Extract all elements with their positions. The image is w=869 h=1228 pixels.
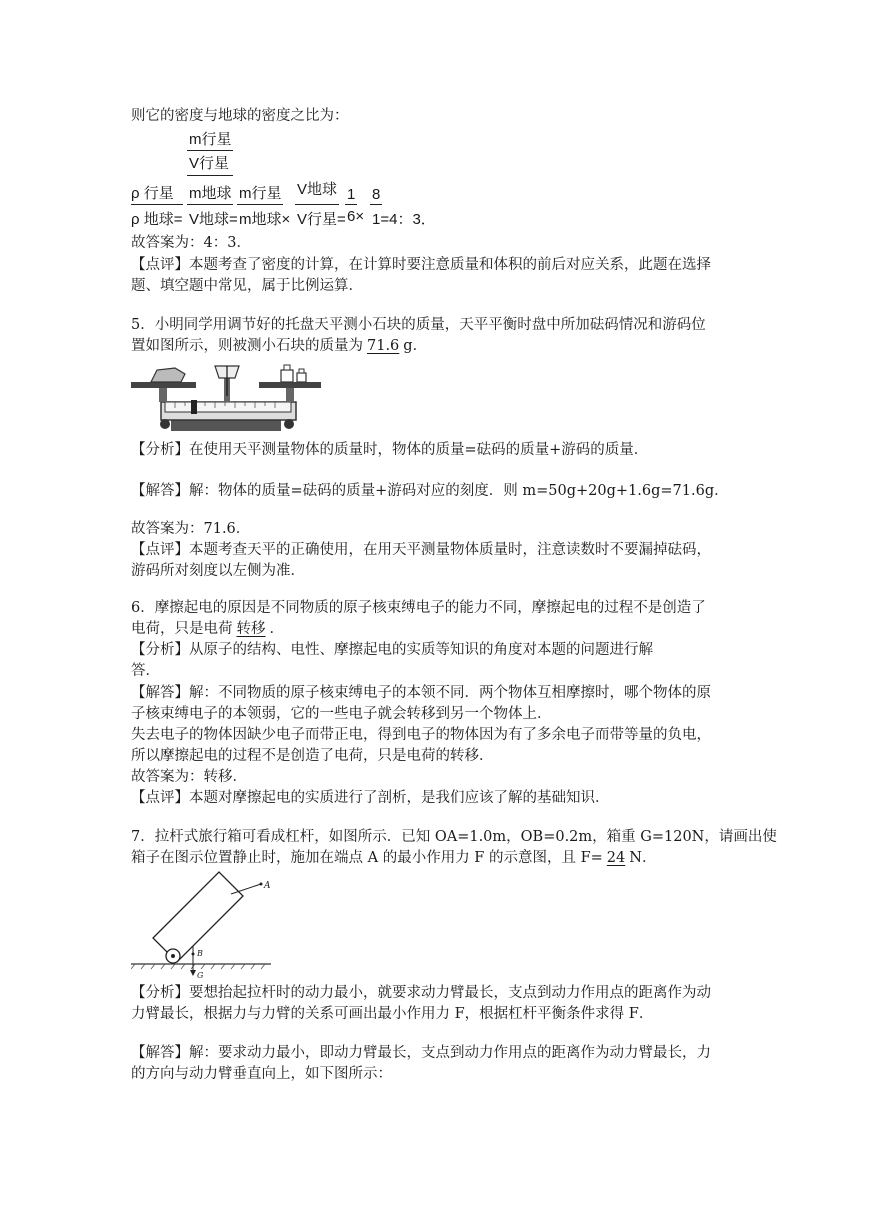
fig-label-b: B bbox=[197, 949, 203, 958]
q5-answer-blank: 71.6 bbox=[367, 338, 400, 354]
q5-comment-line2: 游码所对刻度以左侧为准． bbox=[131, 563, 305, 579]
formula-top-numerator: m行星 bbox=[189, 131, 232, 148]
q7-solution-line2: 的方向与动力臂垂直向上，如下图所示： bbox=[131, 1066, 392, 1082]
formula-f2-denominator: 1=4：3． bbox=[372, 211, 436, 228]
q6-solution-line1: 【解答】解：不同物质的原子核束缚电子的本领不同．两个物体互相摩擦时，哪个物体的原 bbox=[131, 685, 711, 701]
balance-scale-figure bbox=[131, 362, 321, 434]
q6-stem-text: 电荷，只是电荷 bbox=[131, 621, 233, 637]
q5-analysis: 【分析】在使用天平测量物体的质量时，物体的质量=砝码的质量+游码的质量． bbox=[131, 442, 649, 458]
q6-analysis-line2: 答． bbox=[131, 663, 160, 679]
formula-m-denominator: m地球× bbox=[239, 211, 291, 228]
q6-stem-end: ． bbox=[269, 621, 284, 637]
q7-analysis-line1: 【分析】要想抬起拉杆时的动力最小，就要求动力臂最长，支点到动力作用点的距离作为动 bbox=[131, 985, 711, 1001]
q6-stem-line2 bbox=[131, 619, 284, 639]
q6-solution-line4: 所以摩擦起电的过程不是创造了电荷，只是电荷的转移． bbox=[131, 748, 494, 764]
formula-v-numerator: V地球 bbox=[297, 181, 338, 198]
q7-stem-line2 bbox=[131, 848, 656, 868]
formula-lhs-denominator: ρ 地球= bbox=[131, 211, 183, 228]
q6-answer-blank: 转移 bbox=[236, 621, 266, 637]
density-ratio-formula bbox=[131, 128, 436, 233]
q5-stem-text: 置如图所示，则被测小石块的质量为 bbox=[131, 338, 363, 354]
formula-m-numerator: m行星 bbox=[239, 185, 282, 202]
trolley-case-lever-figure bbox=[131, 870, 281, 980]
formula-f2-numerator: 8 bbox=[372, 186, 381, 203]
q5-stem-unit: g． bbox=[403, 338, 428, 354]
fig-label-g: G bbox=[197, 971, 204, 980]
formula-lhs-numerator: ρ 行星 bbox=[131, 185, 174, 202]
q5-answer: 故答案为：71.6． bbox=[131, 521, 251, 537]
q7-stem-line1: 7．拉杆式旅行箱可看成杠杆，如图所示．已知 OA=1.0m，OB=0.2m，箱重 G=120N，请画出使 bbox=[131, 829, 777, 845]
formula-v-denominator: V行星= bbox=[297, 211, 346, 228]
q5-comment-line1: 【点评】本题考查天平的正确使用，在用天平测量物体质量时，注意读数时不要漏掉砝码， bbox=[131, 542, 711, 558]
q4-comment-line2: 题、填空题中常见，属于比例运算． bbox=[131, 278, 363, 294]
q7-stem-text: 箱子在图示位置静止时，施加在端点 A 的最小作用力 F 的示意图，且 F= bbox=[131, 850, 603, 866]
q6-solution-line2: 子核束缚电子的本领弱，它的一些电子就会转移到另一个物体上． bbox=[131, 706, 552, 722]
q6-stem-line1: 6．摩擦起电的原因是不同物质的原子核束缚电子的能力不同，摩擦起电的过程不是创造了 bbox=[131, 600, 706, 616]
q4-comment-line1: 【点评】本题考查了密度的计算，在计算时要注意质量和体积的前后对应关系，此题在选择 bbox=[131, 257, 711, 273]
q6-analysis-line1: 【分析】从原子的结构、电性、摩擦起电的实质等知识的角度对本题的问题进行解 bbox=[131, 642, 653, 658]
q5-stem-line2 bbox=[131, 336, 427, 356]
q7-answer-blank: 24 bbox=[606, 850, 626, 866]
q4-intro: 则它的密度与地球的密度之比为： bbox=[131, 108, 349, 124]
q7-solution-line1: 【解答】解：要求动力最小，即动力臂最长，支点到动力作用点的距离作为动力臂最长，力 bbox=[131, 1045, 711, 1061]
fig-label-a: A bbox=[264, 881, 271, 891]
q6-solution-line3: 失去电子的物体因缺少电子而带正电，得到电子的物体因为有了多余电子而带等量的负电， bbox=[131, 727, 711, 743]
formula-mid-numerator: m地球 bbox=[189, 185, 232, 202]
q5-stem-line1: 5．小明同学用调节好的托盘天平测小石块的质量，天平平衡时盘中所加砝码情况和游码位 bbox=[131, 317, 706, 333]
formula-f1-numerator: 1 bbox=[347, 186, 356, 203]
formula-top-denominator: V行星 bbox=[189, 155, 230, 172]
q7-analysis-line2: 力臂最长，根据力与力臂的关系可画出最小作用力 F，根据杠杆平衡条件求得 F． bbox=[131, 1006, 654, 1022]
q5-solution: 【解答】解：物体的质量=砝码的质量+游码对应的刻度．则 m=50g+20g+1.6g=71.6g． bbox=[131, 483, 729, 499]
formula-mid-denominator: V地球= bbox=[189, 211, 238, 228]
q7-stem-unit: N． bbox=[629, 850, 657, 866]
q6-comment: 【点评】本题对摩擦起电的实质进行了剖析，是我们应该了解的基础知识． bbox=[131, 790, 610, 806]
q4-answer: 故答案为：4：3． bbox=[131, 235, 251, 251]
formula-f1-denominator: 6× bbox=[347, 208, 365, 225]
q6-answer: 故答案为：转移． bbox=[131, 769, 247, 785]
